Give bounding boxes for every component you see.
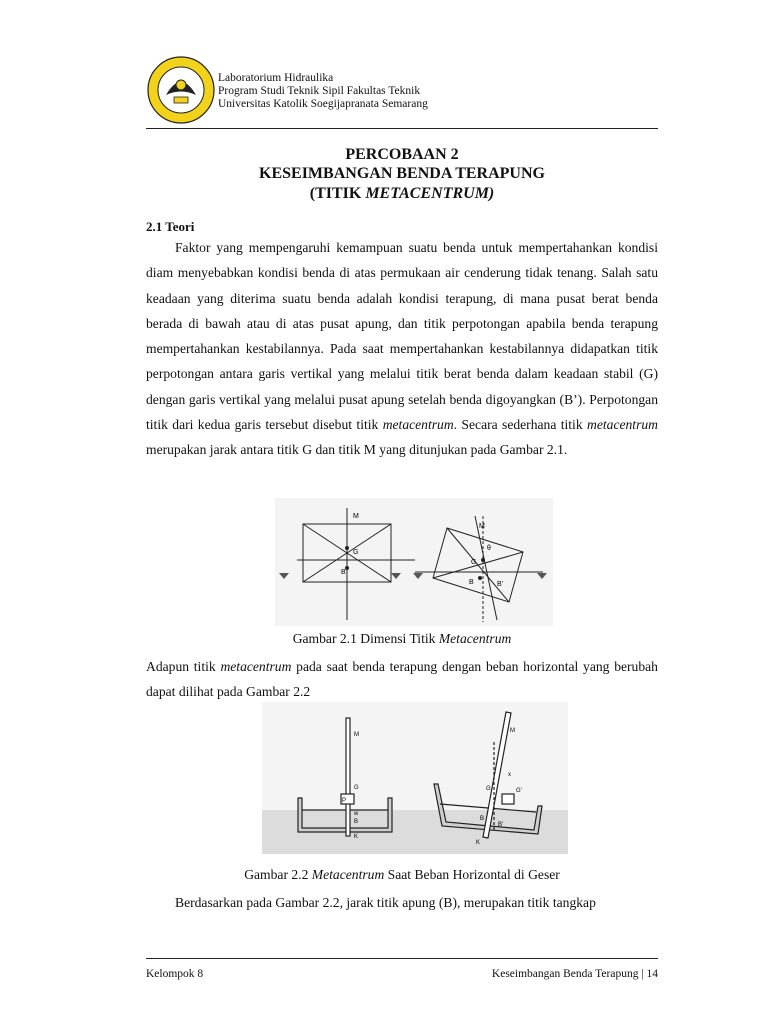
figure2-caption-text: Gambar 2.2 (244, 867, 312, 882)
header-university: Universitas Katolik Soegijapranata Semarang (218, 98, 428, 111)
fig1-label-g: G (353, 549, 359, 556)
p1-italic-2: metacentrum (587, 417, 658, 433)
header-program: Program Studi Teknik Sipil Fakultas Teknik (218, 85, 421, 98)
fig1-label-bprime: B' (497, 581, 504, 588)
p1-italic-1: metacentrum (382, 417, 454, 433)
fig2-label-g: G (354, 785, 359, 791)
fig1-label-m2: M (479, 523, 485, 530)
fig1-label-g2: G (471, 559, 477, 566)
fig2-label-gprime: G' (516, 788, 522, 794)
fig2-label-w: w (354, 811, 359, 817)
fig1-label-b2: B (469, 579, 474, 586)
header-text (218, 72, 428, 112)
header-lab: Laboratorium Hidraulika (218, 72, 334, 84)
fig1-label-b: B (341, 569, 346, 576)
figure-metacentrum-dimension (275, 498, 553, 626)
figure2-caption-italic: Metacentrum (311, 867, 385, 882)
footer-divider (146, 958, 658, 959)
title-sub (130, 185, 674, 203)
fig2-label-k: K (354, 834, 359, 840)
figure1-caption-italic: Metacentrum (438, 631, 512, 646)
title-main: KESEIMBANGAN BENDA TERAPUNG (259, 165, 545, 182)
title-experiment: PERCOBAAN 2 (345, 146, 459, 163)
fig2-label-k2: K (476, 840, 481, 846)
p2-text-a: Adapun titik (146, 659, 221, 674)
fig2-label-x: x (508, 772, 511, 778)
fig2-label-b: B (354, 819, 359, 825)
theory-paragraph-2 (146, 654, 658, 705)
title-sub-italic: METACENTRUM) (365, 185, 495, 202)
p1-text-a: Faktor yang mempengaruhi kemampuan suatu benda untuk mempertahankan kondisi diam menyebabkan kondisi benda di atas permukaan air cenderung tidak tenang. Salah satu keadaan yang diterima suatu benda adalah kondisi terapung, di mana pusat berat benda berada di bawah atau di atas pusat apung, dan titik perpotongan apabila benda terapung mempertahankan kestabilannya. Pada saat mempertahankan kestabilannya didapatkan titik perpotongan antara garis vertikal yang melalui titik berat benda dalam keadaan stabil (G) dengan garis vertikal yang melalui pusat apung setelah benda digoyangkan (B’). Perpotongan titik dari kedua garis tersebut disebut titik (146, 240, 658, 433)
figure2-caption-text-b: Saat Beban Horizontal di Geser (384, 867, 560, 882)
figure1-caption-text: Gambar 2.1 Dimensi Titik (292, 631, 439, 646)
p1-text-c: merupakan jarak antara titik G dan titik M yang ditunjukan pada Gambar 2.1. (146, 442, 568, 458)
fig2-label-p: P (342, 798, 347, 804)
fig2-label-b2: B (480, 816, 485, 822)
p2-text-b: pada saat benda terapung dengan beban horizontal yang berubah dapat dilihat pada Gambar 2.2 (146, 659, 658, 700)
fig2-label-g2: G (486, 786, 491, 792)
theory-paragraph-1 (146, 235, 658, 463)
figure1-caption (130, 631, 674, 647)
p1-text-b: . Secara sederhana titik (453, 417, 588, 433)
fig2-label-m: M (354, 732, 359, 738)
theory-paragraph-3 (146, 890, 658, 915)
footer-group: Kelompok 8 (146, 968, 204, 980)
header-divider (146, 128, 658, 129)
fig2-label-m2: M (510, 728, 515, 734)
p2-italic: metacentrum (220, 659, 292, 674)
footer-page-info: Keseimbangan Benda Terapung | 14 (491, 968, 658, 980)
figure2-caption (130, 867, 674, 883)
university-logo (146, 55, 216, 125)
fig1-label-m: M (353, 513, 359, 520)
figure-metacentrum-horizontal-load (262, 702, 568, 854)
fig1-label-theta: θ (487, 545, 491, 552)
fig2-label-bprime: B' (498, 822, 504, 828)
p3-text: Berdasarkan pada Gambar 2.2, jarak titik apung (B), merupakan titik tangkap (175, 895, 596, 910)
section-heading: 2.1 Teori (146, 219, 195, 234)
title-sub-prefix: (TITIK (309, 185, 366, 202)
